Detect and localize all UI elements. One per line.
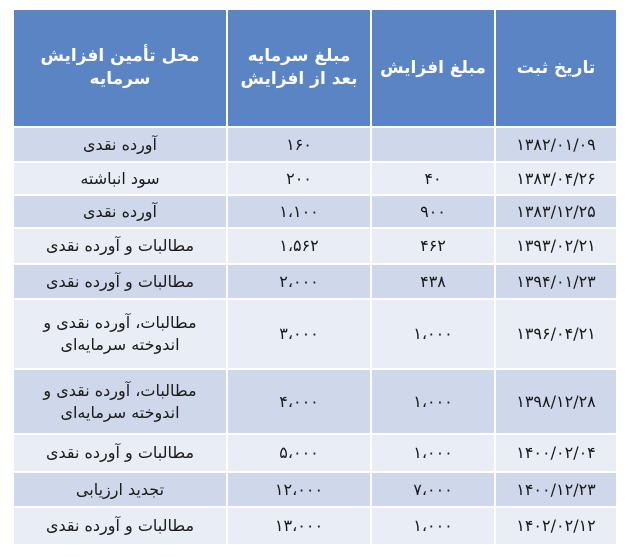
cell-capital-after: ۴،۰۰۰ (227, 369, 371, 434)
cell-date: ۱۴۰۰/۱۲/۲۳ (495, 472, 617, 507)
cell-source: مطالبات و آورده نقدی (13, 264, 227, 299)
cell-increase: ۱،۰۰۰ (371, 434, 495, 472)
capital-increase-table (12, 8, 618, 546)
header-funding-source: محل تأمین افزایش سرمایه (13, 9, 227, 127)
cell-source: مطالبات و آورده نقدی (13, 228, 227, 264)
table-header (13, 9, 617, 127)
cell-date: ۱۳۹۳/۰۲/۲۱ (495, 228, 617, 264)
cell-capital-after: ۱۳،۰۰۰ (227, 507, 371, 545)
cell-increase: ۴۳۸ (371, 264, 495, 299)
cell-source: آورده نقدی (13, 127, 227, 162)
cell-capital-after: ۱،۵۶۲ (227, 228, 371, 264)
table-body (13, 127, 617, 545)
cell-source: مطالبات و آورده نقدی (13, 434, 227, 472)
cell-capital-after: ۱،۱۰۰ (227, 195, 371, 228)
table-row (13, 195, 617, 228)
table-row (13, 472, 617, 507)
cell-increase: ۹۰۰ (371, 195, 495, 228)
cell-date: ۱۴۰۰/۰۲/۰۴ (495, 434, 617, 472)
cell-increase: ۴۶۲ (371, 228, 495, 264)
cell-date: ۱۳۹۸/۱۲/۲۸ (495, 369, 617, 434)
table-row (13, 228, 617, 264)
header-row (13, 9, 617, 127)
cell-source: مطالبات، آورده نقدی و اندوخته سرمایه‌ای (13, 299, 227, 369)
cell-increase: ۱،۰۰۰ (371, 299, 495, 369)
cell-capital-after: ۲،۰۰۰ (227, 264, 371, 299)
table-row (13, 299, 617, 369)
cell-increase (371, 127, 495, 162)
cell-increase: ۱،۰۰۰ (371, 369, 495, 434)
cell-date: ۱۳۸۳/۱۲/۲۵ (495, 195, 617, 228)
table-row (13, 369, 617, 434)
cell-source: آورده نقدی (13, 195, 227, 228)
header-increase-amount: مبلغ افزایش (371, 9, 495, 127)
cell-source: مطالبات، آورده نقدی و اندوخته سرمایه‌ای (13, 369, 227, 434)
table-row (13, 264, 617, 299)
cell-increase: ۷،۰۰۰ (371, 472, 495, 507)
cell-capital-after: ۵،۰۰۰ (227, 434, 371, 472)
cell-capital-after: ۳،۰۰۰ (227, 299, 371, 369)
table-row (13, 162, 617, 195)
cell-capital-after: ۱۲،۰۰۰ (227, 472, 371, 507)
header-capital-after: مبلغ سرمایه بعد از افزایش (227, 9, 371, 127)
table-row (13, 434, 617, 472)
cell-capital-after: ۲۰۰ (227, 162, 371, 195)
table-row (13, 127, 617, 162)
cell-source: مطالبات و آورده نقدی (13, 507, 227, 545)
cell-source: سود انباشته (13, 162, 227, 195)
cell-date: ۱۳۹۴/۰۱/۲۳ (495, 264, 617, 299)
table-row (13, 507, 617, 545)
cell-increase: ۴۰ (371, 162, 495, 195)
cell-date: ۱۳۸۲/۰۱/۰۹ (495, 127, 617, 162)
cell-increase: ۱،۰۰۰ (371, 507, 495, 545)
cell-date: ۱۳۹۶/۰۴/۲۱ (495, 299, 617, 369)
cell-source: تجدید ارزیابی (13, 472, 227, 507)
cell-capital-after: ۱۶۰ (227, 127, 371, 162)
header-date: تاریخ ثبت (495, 9, 617, 127)
cell-date: ۱۳۸۳/۰۴/۲۶ (495, 162, 617, 195)
cell-date: ۱۴۰۲/۰۲/۱۲ (495, 507, 617, 545)
